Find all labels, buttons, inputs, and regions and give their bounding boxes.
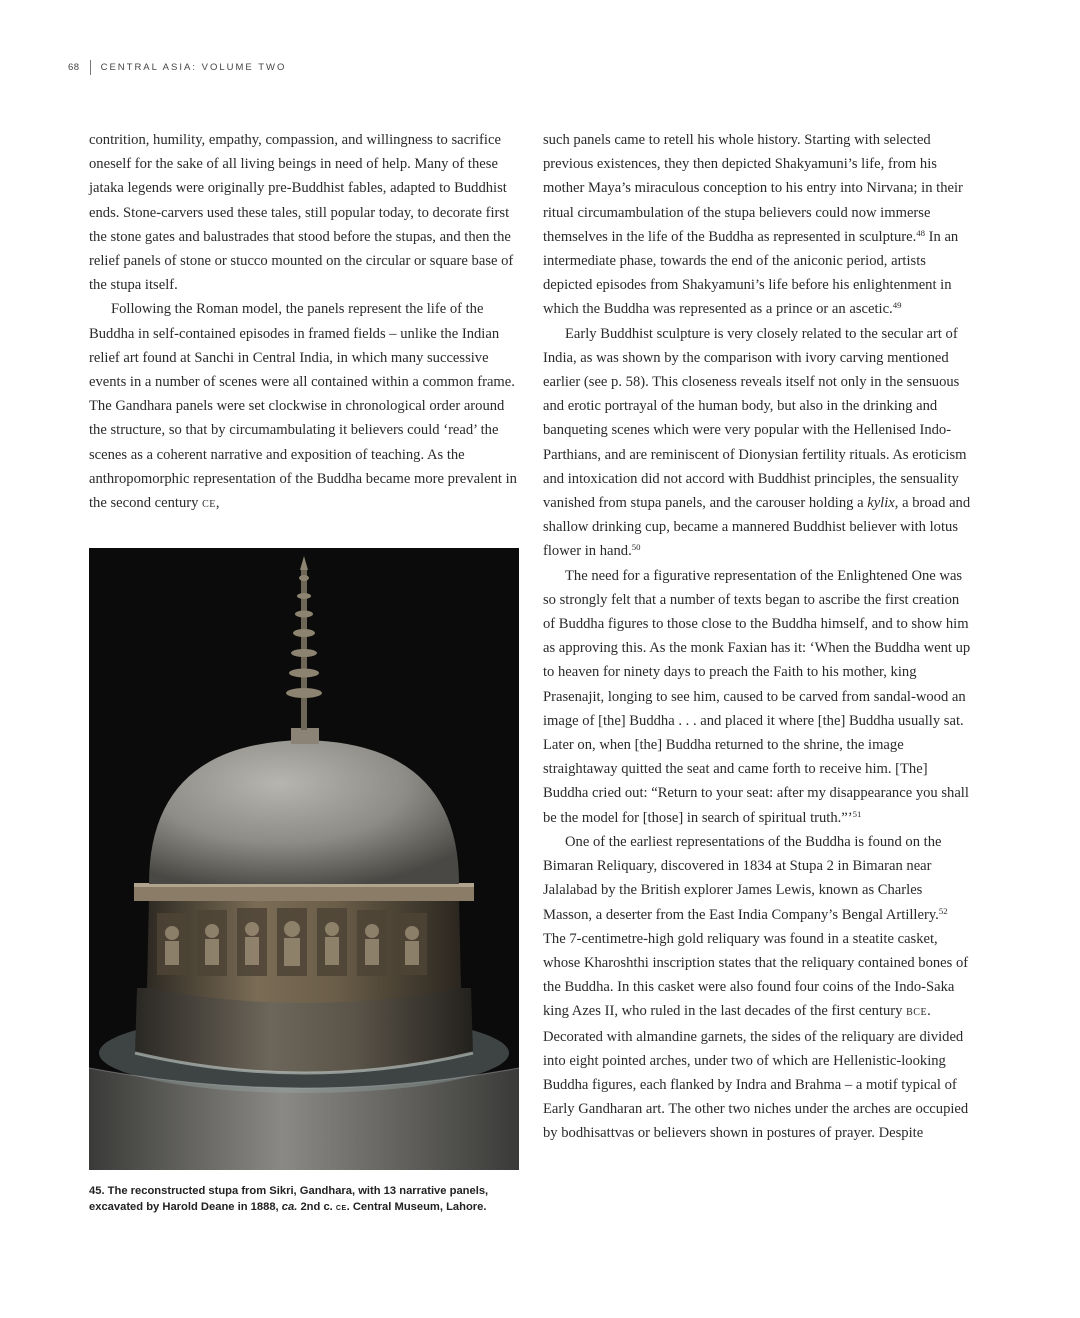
paragraph: contrition, humility, empathy, compassion, and willingness to sacrifice oneself for the sake of all living beings in need of help. Many of these jataka legends were originally pre-Buddhist fables, adapted to Buddhist ends. Stone-carvers used these tales, still popular today, to decorate first the stone gates and balustrades that stood before the stupas, and then the relief panels of stone or stucco mounted on the circular or square base of the stupa itself.	[89, 132, 514, 294]
right-text-column	[543, 128, 973, 1146]
paragraph: One of the earliest representations of the Buddha is found on the Bimaran Reliquary, discovered in 1834 at Stupa 2 in Bimaran near Jalalabad by the British explorer James Lewis, known as Charles Masson, a deserter from the East India Company’s Bengal Artillery.$^{52}$ The 7-centimetre-high gold reliquary was found in a steatite casket, whose Kharoshthi inscription states that the reliquary contained bones of the Buddha. In this casket were also found four coins of the Indo-Saka king Azes II, who ruled in the last decades of the first century bce. Decorated with almandine garnets, the sides of the reliquary are divided into eight pointed arches, under two of which are Hellenistic-looking Buddha figures, each flanked by Indra and Brahma – a motif typical of Early Gandharan art. The other two niches under the arches are occupied by bodhisattvas or believers shown in postures of prayer. Despite	[543, 833, 969, 1142]
paragraph: The need for a figurative representation of the Enlightened One was so strongly felt that a number of texts began to ascribe the first creation of Buddha figures to those close to the Buddha himself, and to show him as approving this. As the monk Faxian has it: ‘When the Buddha went up to heaven for ninety days to preach the Faith to his mother, king Prasenajit, longing to see him, caused to be carved from sandal-wood an image of [the] Buddha . . . and placed it where [the] Buddha usually sat. Later on, when [the] Buddha returned to the shrine, the image straightaway quitted the seat and came forth to receive him. [The] Buddha cried out: “Return to your seat: after my disappearance you shall be the model for [those] in search of spiritual truth.”’$^{51}$	[543, 567, 971, 826]
running-header	[68, 60, 286, 75]
footnote-ref: 51	[852, 808, 862, 819]
stupa-photograph	[89, 548, 519, 1170]
footnote-ref: 49	[892, 300, 902, 311]
footnote-ref: 50	[631, 542, 641, 553]
paragraph: such panels came to retell his whole history. Starting with selected previous existences, they then depicted Shakyamuni’s life, from his mother Maya’s miraculous conception to his entry into Nirvana; in their ritual circumambulation of the stupa believers could now immerse themselves in the life of the Buddha as represented in sculpture.$^{48}$ In an intermediate phase, towards the end of the aniconic period, artists depicted episodes from Shakyamuni’s life before his enlightenment in which the Buddha was represented as a prince or an ascetic.$^{49}$	[543, 132, 963, 318]
running-title: CENTRAL ASIA: VOLUME TWO	[100, 62, 287, 73]
footnote-ref: 48	[916, 227, 925, 238]
paragraph: Early Buddhist sculpture is very closely related to the secular art of India, as was shown by the comparison with ivory carving mentioned earlier (see p. 58). This closeness reveals itself not only in the sensuous and erotic portrayal of the human body, but also in the drinking and banqueting scenes which were very popular with the Hellenised Indo-Parthians, and are reminiscent of Dionysian fertility rituals. As eroticism and intoxication did not accord with Buddhist principles, the sensuality vanished from stupa panels, and the carouser holding a kylix, a broad and shallow drinking cup, became a mannered Buddhist believer with lotus flower in hand.$^{50}$	[543, 325, 971, 560]
left-text-column	[89, 128, 519, 516]
header-divider	[90, 60, 91, 75]
era-abbreviation: ce	[202, 496, 216, 512]
figure-caption: 45. The reconstructed stupa from Sikri, Gandhara, with 13 narrative panels, excavated by Harold Deane in 1888, ca. 2nd c. ce. Central Museum, Lahore.	[89, 1185, 489, 1213]
paragraph: Following the Roman model, the panels represent the life of the Buddha in self-contained episodes in framed fields – unlike the Indian relief art found at Sanchi in Central India, in which many successive events in a number of scenes were all contained within a common frame. The Gandhara panels were set clockwise in chronological order around the structure, so that by circumambulating it believers could ‘read’ the scenes as a coherent narrative and exposition of teaching. As the anthropomorphic representation of the Buddha became more prevalent in the second century ce,	[89, 301, 517, 512]
footnote-ref: 52	[938, 905, 948, 916]
stupa-illustration	[89, 548, 519, 1170]
page-number: 68	[68, 62, 80, 73]
